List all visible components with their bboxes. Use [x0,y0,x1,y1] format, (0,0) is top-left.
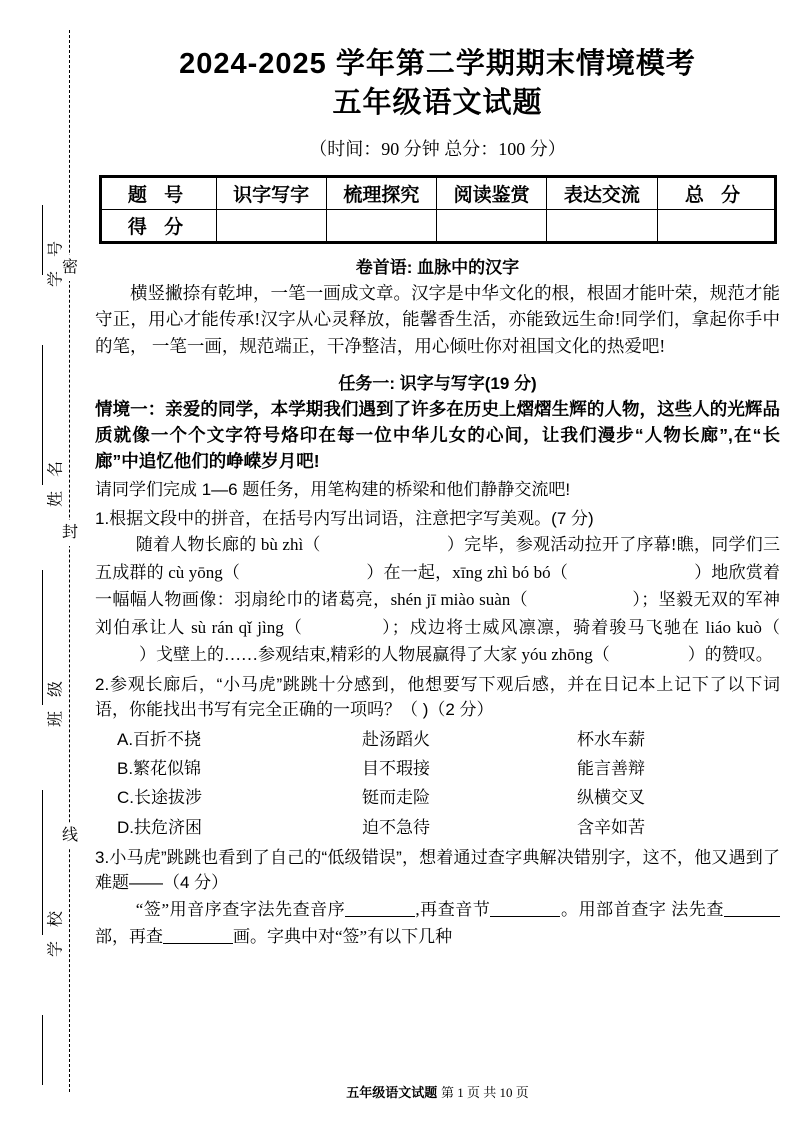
seal-word-feng: 封 [59,520,81,546]
sealing-dashed-line [69,30,70,1092]
option-b-word-2: 目不瑕接 [362,759,430,779]
exam-title-line1: 2024-2025 学年第二学期期末情境模考 [179,48,696,80]
q1-part-2: ）完毕，参观活动拉开了序幕!瞧，同学们三五成群的 cù yōng（ [95,535,780,582]
score-table-col-4: 表达交流 [547,176,657,209]
seal-field-class: 班 级 [47,676,65,728]
score-table [99,175,777,244]
option-row-d[interactable] [95,813,780,842]
question-1-passage [95,531,780,669]
option-a-word-1: A.百折不挠 [117,729,202,749]
q3-part-5: 画。字典中对“签”有以下几种 [233,927,453,947]
question-1-stem: 1.根据文段中的拼音，在括号内写出词语，注意把字写美观。(7 分) [95,508,594,528]
option-row-c[interactable] [95,783,780,812]
scenario-body: 亲爱的同学，本学期我们遇到了许多在历史上熠熠生辉的人物，这些人的光辉品质就像一个个文字符号烙印在每一位中华儿女的心间，让我们漫步“人物长廊”,在“长廊”中追忆他们的峥嵘岁月吧! [95,398,780,471]
question-2-stem: 2.参观长廊后，“小马虎”跳跳十分感到，他想要写下观后感，并在日记本上记下了以下词语，你能找出书写有完全正确的一项吗？（ )（2 分） [95,674,780,720]
option-d-word-1: D.扶危济困 [117,817,202,837]
score-cell-total[interactable] [657,209,775,242]
option-b-word-1: B.繁花似锦 [117,759,202,779]
score-table-col-total: 总 分 [657,176,775,209]
score-cell-2[interactable] [326,209,436,242]
seal-rule [42,345,43,430]
sealing-margin [0,0,95,1122]
option-c-word-1: C.长途拔涉 [117,788,202,808]
option-d-word-3: 含辛如苦 [577,817,645,837]
q3-blank-pinyin-initial[interactable] [345,899,415,917]
option-a-word-3: 杯水车薪 [577,729,645,749]
q3-part-4: 部，再查 [95,927,163,947]
option-b-word-3: 能言善辩 [577,759,645,779]
score-cell-4[interactable] [547,209,657,242]
seal-field-name: 姓 名 [47,456,65,508]
q1-part-4: ）地欣赏着一幅幅人物画像：羽扇纶巾的诸葛亮，shén jī miào suàn（ [95,562,781,610]
exam-meta: （时间：90 分钟 总分：100 分） [309,138,566,159]
seal-rule [42,205,43,275]
seal-rule [42,425,43,485]
preamble-heading: 卷首语: 血脉中的汉字 [355,257,520,277]
scenario-label: 情境一： [95,398,166,419]
option-d-word-2: 迫不急待 [362,817,430,837]
task-one-instruction: 请同学们完成 1—6 题任务，用笔构建的桥梁和他们静静交流吧! [95,480,571,500]
score-table-row-label-score: 得 分 [100,209,216,242]
seal-word-xian: 线 [59,823,81,849]
q3-part-2: ,再查音节 [415,899,491,919]
seal-field-student-id: 学 号 [47,236,65,288]
option-row-a[interactable] [95,725,780,754]
question-3-body [95,896,780,951]
q1-part-7: ）戈壁上的……参观结束,精彩的人物展赢得了大家 yóu zhōng（ [139,645,610,665]
q3-blank-syllable[interactable] [490,899,560,917]
score-table-col-2: 梳理探究 [326,176,436,209]
score-table-header-row [100,176,775,209]
q3-part-3: 。用部首查字 法先查 [560,899,725,919]
seal-rule [42,790,43,880]
score-table-row-label-question: 题 号 [100,176,216,209]
score-cell-1[interactable] [216,209,326,242]
seal-rule [42,570,43,655]
question-2-options [95,725,780,842]
q1-part-5: ）；坚毅无双的军神刘伯承让人 sù rán qǐ jìng（ [95,590,780,637]
seal-field-school: 学 校 [47,906,65,958]
exam-content [95,0,780,1122]
q3-blank-radical[interactable] [724,899,780,917]
q3-part-1: “签”用音序查字法先查音序 [135,899,346,919]
score-table-col-3: 阅读鉴赏 [437,176,547,209]
score-table-col-1: 识字写字 [216,176,326,209]
q1-part-3: ）在一起，xīng zhì bó bó（ [366,562,569,582]
task-one-heading: 任务一: 识字与写字(19 分) [338,373,537,393]
page-footer [95,1082,780,1101]
option-a-word-2: 赴汤蹈火 [362,729,430,749]
footer-label: 五年级语文试题 [346,1085,438,1100]
question-3-stem: 3.小马虎”跳跳也看到了自己的“低级错误”，想着通过查字典解决错别字，这不，他又遇到了难题——（4 分） [95,847,780,893]
q1-part-1: 随着人物长廊的 bù zhì（ [135,535,321,555]
q3-blank-strokes[interactable] [163,926,233,944]
score-cell-3[interactable] [437,209,547,242]
seal-rule [42,645,43,705]
exam-title-line2: 五年级语文试题 [332,86,543,119]
option-c-word-2: 铤而走险 [362,788,430,808]
seal-word-mi: 密 [59,255,81,281]
q1-part-8: ）的赞叹。 [687,645,773,665]
option-row-b[interactable] [95,754,780,783]
preamble-body: 横竖撇捺有乾坤，一笔一画成文章。汉字是中华文化的根，根固才能叶荣，规范才能守正，用心才能传承!汉字从心灵释放，能馨香生活，亦能致远生命!同学们，拿起你手中的笔， 一笔一画，规范端正，干净整洁，用心倾吐你对祖国文化的热爱吧! [95,282,780,356]
score-table-score-row [100,209,775,242]
seal-rule [42,1015,43,1085]
option-c-word-3: 纵横交叉 [577,788,645,808]
seal-rule [42,875,43,935]
task-one-scenario [95,396,780,475]
q1-part-6: ）；戍边将士威风凛凛，骑着骏马飞驰在 liáo kuò（ [381,617,780,637]
footer-page-info: 第 1 页 共 10 页 [440,1085,529,1100]
